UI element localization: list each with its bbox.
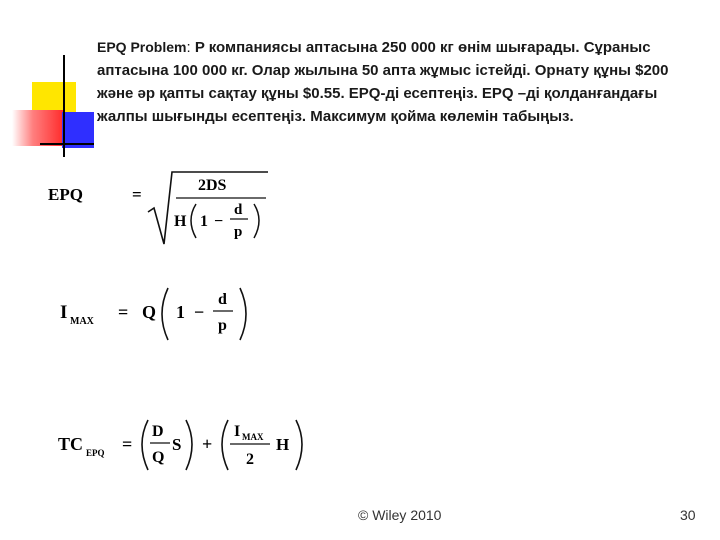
epq-minus: − (214, 213, 224, 230)
problem-label-colon: : (186, 39, 191, 56)
epq-d: d (234, 202, 243, 218)
imax-d: d (218, 291, 227, 308)
epq-p: p (234, 224, 243, 240)
tc-h: H (276, 435, 290, 454)
tc-two: 2 (246, 451, 254, 468)
epq-lhs: EPQ (48, 185, 83, 204)
tc-paren1-left (142, 420, 148, 470)
epq-one: 1 (200, 213, 208, 230)
epq-eq: = (132, 185, 142, 204)
tc-paren2-left (222, 420, 228, 470)
epq-paren-right (254, 204, 259, 238)
tc-imax-i: I (234, 423, 241, 440)
imax-paren-left (162, 288, 168, 340)
imax-sub: MAX (70, 316, 94, 327)
problem-statement (97, 36, 692, 128)
imax-minus: − (194, 302, 205, 322)
imax-eq: = (118, 302, 129, 322)
problem-label: EPQ Problem (97, 39, 187, 55)
imax-q: Q (142, 302, 157, 322)
tc-q: Q (152, 449, 165, 466)
epq-formula (44, 168, 284, 248)
tc-paren2-right (296, 420, 302, 470)
problem-text: P компаниясы аптасына 250 000 кг өнім шығарады. Сұраныс аптасына 100 000 кг. Олар жылына 50 апта жұмыс істейді. Орнату құны $200 және әр қапты сақтау құны $0.55. EPQ-ді есептеңіз. EPQ –ді қолданғандағы жалпы шығынды есептеңіз. Максимум қойма көлемін табыңыз. (97, 39, 669, 125)
imax-paren-right (240, 288, 246, 340)
tc-label: TC (58, 434, 84, 454)
tc-formula (56, 414, 312, 474)
footer-copyright: © Wiley 2010 (358, 507, 442, 523)
imax-formula-svg (58, 284, 258, 344)
decor-vertical-line (63, 55, 65, 157)
epq-paren-left (191, 204, 196, 238)
footer-page-number: 30 (680, 507, 696, 523)
imax-i: I (60, 302, 68, 323)
tc-paren1-right (186, 420, 192, 470)
tc-eq: = (122, 434, 133, 454)
tc-d: D (152, 423, 164, 440)
epq-num: 2DS (198, 177, 227, 194)
imax-p: p (218, 317, 227, 334)
tc-plus: + (202, 434, 213, 454)
epq-formula-svg (44, 168, 284, 248)
decor-horizontal-line (40, 143, 94, 145)
imax-formula (58, 284, 258, 344)
tc-sub: EPQ (86, 448, 105, 458)
tc-s: S (172, 435, 182, 454)
decor-red-square (12, 110, 64, 146)
tc-formula-svg (56, 414, 312, 474)
epq-h: H (174, 213, 187, 230)
tc-imax-sub: MAX (242, 432, 264, 442)
imax-one: 1 (176, 302, 185, 322)
